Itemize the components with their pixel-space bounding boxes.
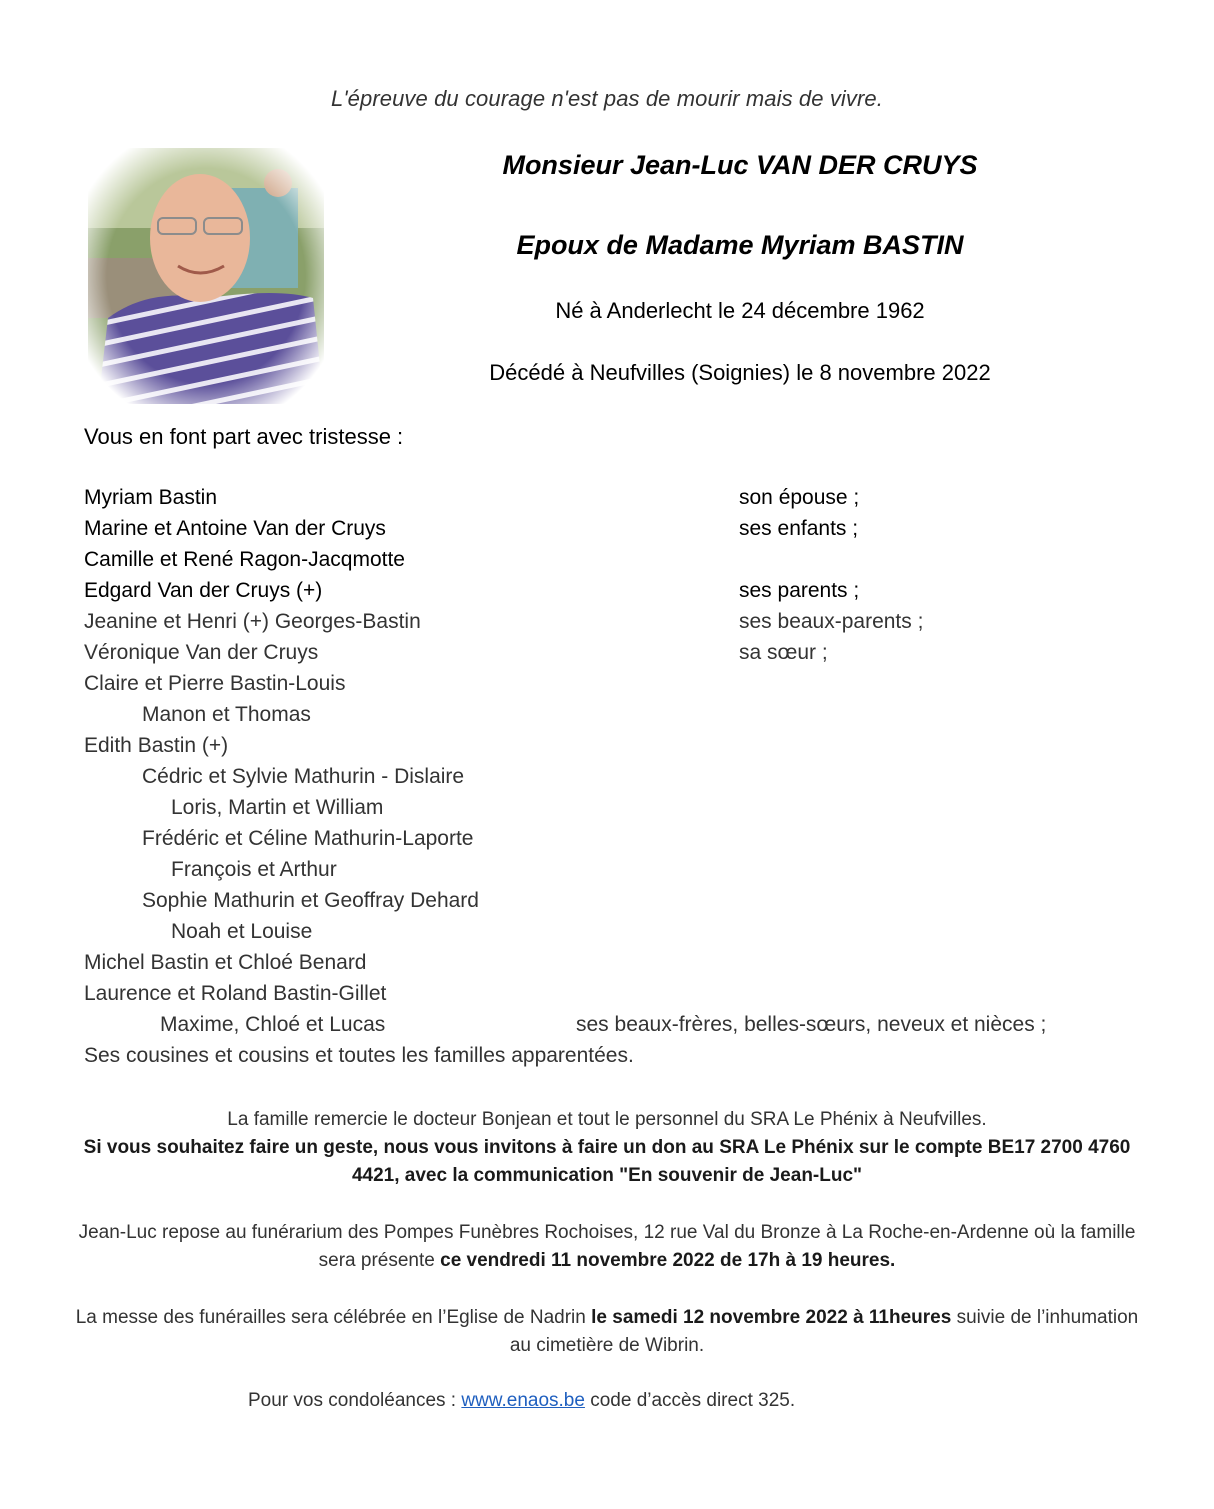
family-member: Frédéric et Céline Mathurin-Laporte [142, 827, 474, 850]
family-member: Jeanine et Henri (+) Georges-Bastin [84, 610, 421, 633]
family-member: Laurence et Roland Bastin-Gillet [84, 982, 387, 1005]
family-member: Loris, Martin et William [171, 796, 384, 819]
family-member: Marine et Antoine Van der Cruys [84, 517, 386, 540]
announcement-intro: Vous en font part avec tristesse : [84, 424, 404, 449]
portrait-image [88, 148, 324, 404]
condolences-suffix: code d’accès direct 325. [584, 1390, 796, 1411]
funeral-date: le samedi 12 novembre 2022 à 11heures [591, 1307, 952, 1328]
family-relation: ses enfants ; [739, 517, 859, 540]
visitation-date: ce vendredi 11 novembre 2022 de 17h à 19 heures. [440, 1250, 896, 1271]
family-member: Manon et Thomas [142, 703, 311, 726]
funeral-text-after: suivie de l’inhumation au cimetière de Wibrin. [509, 1307, 1139, 1356]
family-member: Edith Bastin (+) [84, 734, 229, 757]
funeral-text-before: La messe des funérailles sera célébrée en l’Eglise de Nadrin [75, 1307, 592, 1328]
thanks-paragraph: La famille remercie le docteur Bonjean et tout le personnel du SRA Le Phénix à Neufvilles. [227, 1109, 987, 1130]
family-member: Ses cousines et cousins et toutes les familles apparentées. [84, 1044, 634, 1067]
condolences-prefix: Pour vos condoléances : [248, 1390, 462, 1411]
deceased-name: Monsieur Jean-Luc VAN DER CRUYS [502, 150, 978, 180]
condolences-link[interactable]: www.enaos.be [461, 1390, 585, 1411]
visitation-paragraph [70, 1219, 1144, 1275]
donation-paragraph: Si vous souhaitez faire un geste, nous vous invitons à faire un don au SRA Le Phénix sur le compte BE17 2700 4760 4421, avec la communication "En souvenir de Jean-Luc" [83, 1137, 1131, 1186]
family-relation: sa sœur ; [739, 641, 828, 664]
family-member: Véronique Van der Cruys [84, 641, 319, 664]
death-line: Décédé à Neufvilles (Soignies) le 8 novembre 2022 [489, 360, 991, 385]
family-member: Myriam Bastin [84, 486, 218, 509]
family-member: Sophie Mathurin et Geoffray Dehard [142, 889, 479, 912]
family-relation: ses parents ; [739, 579, 860, 602]
portrait-photo [88, 148, 324, 404]
family-member: Maxime, Chloé et Lucas [160, 1013, 386, 1036]
family-member: Claire et Pierre Bastin-Louis [84, 672, 346, 695]
condolences-line [248, 1390, 795, 1412]
family-member: Cédric et Sylvie Mathurin - Dislaire [142, 765, 465, 788]
family-member: Michel Bastin et Chloé Benard [84, 951, 367, 974]
funeral-paragraph [70, 1304, 1144, 1360]
family-relation: son épouse ; [739, 486, 860, 509]
family-relation: ses beaux-parents ; [739, 610, 924, 633]
spouse-line: Epoux de Madame Myriam BASTIN [516, 230, 964, 260]
family-member: Edgard Van der Cruys (+) [84, 579, 323, 602]
visitation-text: Jean-Luc repose au funérarium des Pompes Funèbres Rochoises, 12 rue Val du Bronze à La Roche-en-Ardenne où la famille sera présente [78, 1222, 1136, 1271]
birth-line: Né à Anderlecht le 24 décembre 1962 [555, 298, 925, 323]
family-member: Camille et René Ragon-Jacqmotte [84, 548, 405, 571]
epigraph-quote: L'épreuve du courage n'est pas de mourir mais de vivre. [331, 86, 883, 111]
family-member: François et Arthur [171, 858, 337, 881]
family-member: Noah et Louise [171, 920, 313, 943]
family-relation: ses beaux-frères, belles-sœurs, neveux et nièces ; [576, 1013, 1047, 1036]
